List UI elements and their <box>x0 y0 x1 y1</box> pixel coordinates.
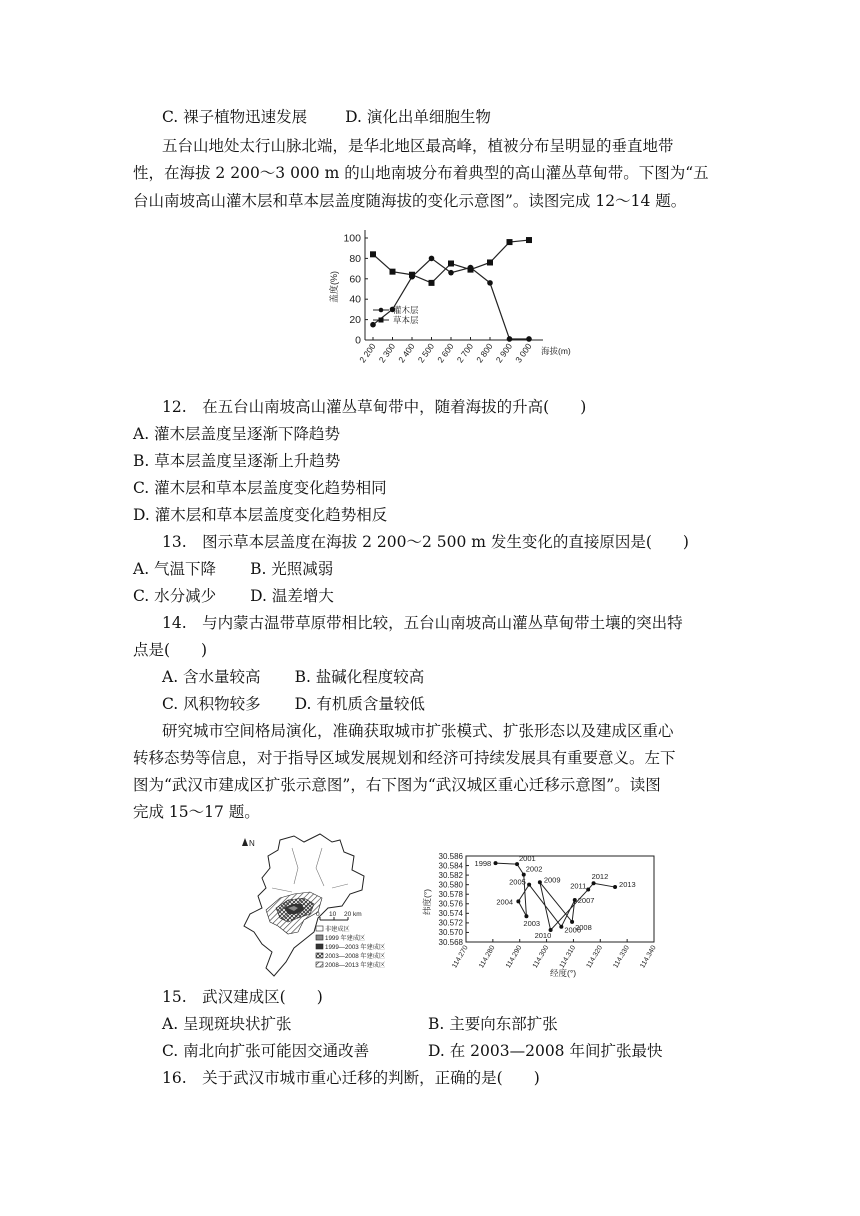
herb-point <box>487 259 493 265</box>
y-tick-label: 30.572 <box>438 918 463 928</box>
q14-options-cd <box>162 693 425 715</box>
coverage-altitude-chart <box>325 218 571 386</box>
legend-label: 草本层 <box>393 315 419 325</box>
q15-option-c: C. 南北向扩张可能因交通改善 <box>162 1042 370 1060</box>
x-tick-label: 2 600 <box>435 341 456 365</box>
x-tick-label: 114.310 <box>558 944 578 970</box>
x-tick-label: 3 000 <box>513 341 534 365</box>
x-tick-label: 114.340 <box>639 944 658 970</box>
centroid-label-2003: 2003 <box>523 919 541 929</box>
legend-1999: 1999 年建成区 <box>325 935 366 942</box>
x-axis-label: 海拔(m) <box>541 346 571 356</box>
q13-options-ab <box>133 558 333 580</box>
q14-stem-line1: 14. 与内蒙古温带草原带相比较，五台山南坡高山灌丛草甸带土壤的突出特 <box>162 614 683 632</box>
x-axis-label: 经度(°) <box>550 968 577 978</box>
q13-options-cd <box>133 585 334 607</box>
shrub-point <box>370 322 376 328</box>
legend-marker <box>379 318 384 323</box>
q13-stem: 13. 图示草本层盖度在海拔 2 200～2 500 m 发生变化的直接原因是( ) <box>162 533 689 551</box>
x-tick-label: 2 200 <box>357 341 378 365</box>
legend-2003-2008: 2003—2008 年建成区 <box>325 953 386 960</box>
passage1-line2: 性，在海拔 2 200～3 000 m 的山地南坡分布着典型的高山灌丛草甸带。下图为“五 <box>133 164 709 182</box>
passage2-line2: 转移态势等信息，对于指导区域发展规划和经济可持续发展具有重要意义。左下 <box>133 749 676 767</box>
centroid-point-2009 <box>538 880 542 884</box>
passage2-line1: 研究城市空间格局演化，准确获取城市扩张模式、扩张形态以及建成区重心 <box>162 722 674 740</box>
centroid-label-2011: 2011 <box>570 881 587 891</box>
centroid-label-2010: 2010 <box>534 931 552 941</box>
centroid-point-2008 <box>570 920 574 924</box>
legend-non-built: 非建成区 <box>325 926 350 933</box>
q15-option-a: A. 呈现斑块状扩张 <box>162 1015 292 1033</box>
q15-option-b: B. 主要向东部扩张 <box>428 1015 558 1033</box>
q14-option-b: B. 盐碱化程度较高 <box>294 668 425 686</box>
shrub-point <box>507 336 513 342</box>
north-label: N <box>249 839 255 848</box>
centroid-label-2012: 2012 <box>591 872 609 882</box>
y-tick-label: 30.584 <box>438 861 463 871</box>
herb-point <box>448 261 454 267</box>
legend-label: 灌木层 <box>393 305 419 315</box>
y-axis-label: 盖度(%) <box>329 271 339 303</box>
q12-option-b: B. 草本层盖度呈逐渐上升趋势 <box>133 452 341 470</box>
q14-stem-line2: 点是( ) <box>133 641 208 659</box>
shrub-point <box>487 280 493 286</box>
x-tick-label: 114.320 <box>585 944 605 970</box>
q15-stem: 15. 武汉建成区( ) <box>162 988 323 1006</box>
q13-option-a: A. 气温下降 <box>133 560 217 578</box>
x-tick-label: 2 400 <box>396 341 417 365</box>
legend-2008-2013: 2008—2013 年建成区 <box>325 962 386 969</box>
y-tick-label: 30.578 <box>438 890 463 900</box>
passage1-line3: 台山南坡高山灌木层和草本层盖度随海拔的变化示意图”。读图完成 12～14 题。 <box>133 192 687 210</box>
q11-options-row <box>162 106 491 128</box>
y-axis-label: 纬度(°) <box>422 888 432 915</box>
y-tick-label: 20 <box>349 314 361 327</box>
y-tick-label: 40 <box>349 293 361 306</box>
x-tick-label: 2 700 <box>454 341 476 365</box>
passage2-line4: 完成 15～17 题。 <box>133 803 260 821</box>
q12-stem: 12. 在五台山南坡高山灌丛草甸带中，随着海拔的升高( ) <box>162 398 587 416</box>
x-tick-label: 2 800 <box>474 341 495 365</box>
centroid-point-2013 <box>613 885 617 889</box>
centroid-label-2007: 2007 <box>577 895 595 905</box>
centroid-point-2007 <box>573 898 577 902</box>
y-tick-label: 30.568 <box>438 937 463 947</box>
legend-marker <box>379 308 384 313</box>
q14-option-d: D. 有机质含量较低 <box>294 695 425 713</box>
y-tick-label: 30.576 <box>438 899 463 909</box>
shrub-point <box>526 336 532 342</box>
centroid-label-2009: 2009 <box>543 875 561 885</box>
centroid-label-2008: 2008 <box>575 922 592 932</box>
q11-option-c: C. 裸子植物迅速发展 <box>162 108 308 126</box>
passage2-line3: 图为“武汉市建成区扩张示意图”，右下图为“武汉城区重心迁移示意图”。读图 <box>133 776 661 794</box>
y-tick-label: 30.582 <box>438 870 463 880</box>
y-tick-label: 30.570 <box>438 928 463 938</box>
centroid-point-2011 <box>586 887 590 891</box>
q15-option-d: D. 在 2003—2008 年间扩张最快 <box>428 1042 663 1060</box>
y-tick-label: 30.586 <box>438 851 463 861</box>
centroid-label-2002: 2002 <box>525 864 543 874</box>
scale-label-10: 10 <box>329 911 337 918</box>
y-tick-label: 30.580 <box>438 880 463 890</box>
passage1-line1: 五台山地处太行山脉北端，是华北地区最高峰，植被分布呈明显的垂直地带 <box>162 137 674 155</box>
x-tick-label: 2 500 <box>415 341 437 365</box>
centroid-point-1998 <box>494 861 498 865</box>
q11-option-d: D. 演化出单细胞生物 <box>345 108 491 126</box>
herb-point <box>390 269 396 275</box>
q14-option-c: C. 风积物较多 <box>162 695 261 713</box>
centroid-label-1998: 1998 <box>474 859 492 869</box>
map-legend <box>316 925 385 969</box>
x-tick-label: 114.300 <box>531 944 551 970</box>
herb-point <box>468 267 474 273</box>
shrub-point <box>429 256 435 262</box>
q16-stem: 16. 关于武汉市城市重心迁移的判断，正确的是( ) <box>162 1069 540 1087</box>
centroid-point-2003 <box>524 914 528 918</box>
q14-option-a: A. 含水量较高 <box>162 668 261 686</box>
herb-point <box>429 280 435 286</box>
centroid-migration-chart <box>422 850 662 978</box>
legend-1999-2003: 1999—2003 年建成区 <box>325 944 386 951</box>
x-tick-label: 2 900 <box>493 341 515 365</box>
centroid-point-2012 <box>592 881 596 885</box>
y-tick-label: 60 <box>349 273 361 286</box>
q14-options-ab <box>162 666 424 688</box>
scale-label-20: 20 km <box>344 911 362 918</box>
shrub-point <box>448 270 454 276</box>
x-tick-label: 114.290 <box>504 944 524 970</box>
x-tick-label: 114.330 <box>612 944 631 970</box>
q13-option-b: B. 光照减弱 <box>250 560 334 578</box>
centroid-label-2004: 2004 <box>496 897 514 907</box>
centroid-point-2004 <box>516 899 520 903</box>
y-tick-label: 0 <box>355 334 361 347</box>
q13-option-c: C. 水分减少 <box>133 587 217 605</box>
centroid-label-2001: 2001 <box>519 854 536 864</box>
centroid-label-2005: 2005 <box>509 877 526 887</box>
x-tick-label: 114.270 <box>451 944 470 970</box>
q12-option-a: A. 灌木层盖度呈逐渐下降趋势 <box>133 425 341 443</box>
centroid-label-2013: 2013 <box>619 880 636 890</box>
plot-frame <box>466 856 654 942</box>
centroid-label-2006: 2006 <box>564 925 582 935</box>
centroid-point-2006 <box>559 925 563 929</box>
herb-point <box>409 272 415 278</box>
y-tick-label: 30.574 <box>438 909 463 919</box>
x-tick-label: 2 300 <box>376 341 398 365</box>
q13-option-d: D. 温差增大 <box>250 587 334 605</box>
x-tick-label: 114.280 <box>478 944 497 970</box>
y-tick-label: 80 <box>349 252 361 265</box>
y-tick-label: 100 <box>343 232 361 245</box>
q12-option-c: C. 灌木层和草本层盖度变化趋势相同 <box>133 479 387 497</box>
q12-option-d: D. 灌木层和草本层盖度变化趋势相反 <box>133 506 388 524</box>
wuhan-expansion-map <box>232 828 402 980</box>
centroid-point-2005 <box>527 883 531 887</box>
herb-point <box>370 251 376 257</box>
herb-point <box>507 239 513 245</box>
scale-label-0: 0 <box>316 911 320 918</box>
north-arrow <box>242 838 255 848</box>
herb-point <box>526 237 532 243</box>
